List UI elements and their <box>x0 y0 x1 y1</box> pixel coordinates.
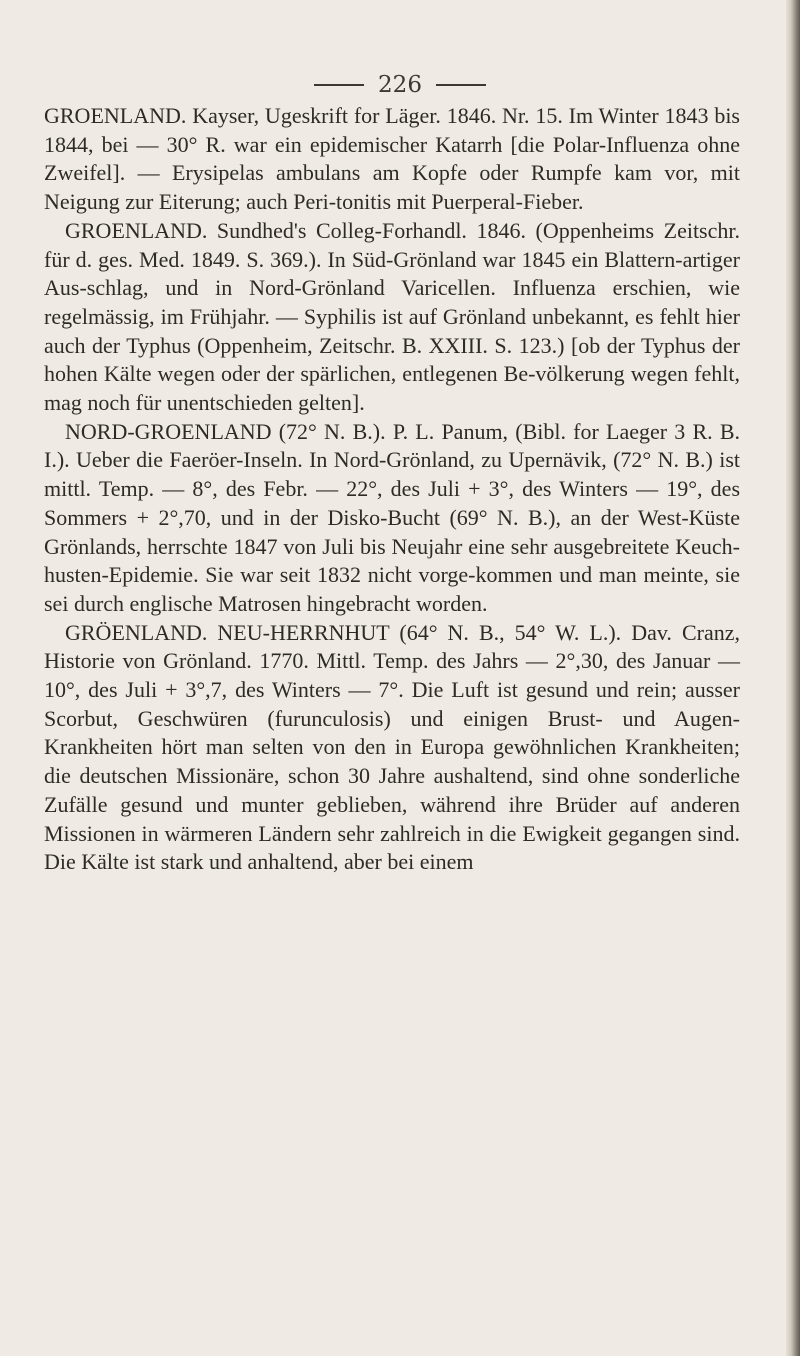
header-rule-right <box>436 84 486 86</box>
paragraph-neu-herrnhut: GRÖENLAND. NEU-HERRNHUT (64° N. B., 54° W. L.). Dav. Cranz, Historie von Grönland. 1770. Mittl. Temp. des Jahrs — 2°,30, des Januar — 10°, des Juli + 3°,7, des Winters — 7°. Die Luft ist gesund und rein; ausser Scorbut, Geschwüren (furunculosis) und einigen Brust- und Augen-Krankheiten hört man selten von den in Europa gewöhnlichen Krankheiten; die deutschen Missionäre, schon 30 Jahre aushaltend, sind ohne sonderliche Zufälle gesund und munter geblieben, während ihre Brüder auf anderen Missionen in wärmeren Ländern sehr zahlreich in die Ewigkeit gegangen sind. Die Kälte ist stark und anhaltend, aber bei einem <box>44 619 740 875</box>
paragraph-nord-groenland: NORD-GROENLAND (72° N. B.). P. L. Panum, (Bibl. for Laeger 3 R. B. I.). Ueber die Faeröer-Inseln. In Nord-Grönland, zu Upernävik, (72° N. B.) ist mittl. Temp. — 8°, des Febr. — 22°, des Juli + 3°, des Winters — 19°, des Sommers + 2°,70, und in der Disko-Bucht (69° N. B.), an der West-Küste Grönlands, herrschte 1847 von Juli bis Neujahr eine sehr ausgebreitete Keuch-husten-Epidemie. Sie war seit 1832 nicht vorge-kommen und man meinte, sie sei durch englische Matrosen hingebracht worden. <box>44 418 740 616</box>
page-body <box>44 102 740 877</box>
page-edge-shadow <box>786 0 800 1356</box>
header-rule-left <box>314 84 364 86</box>
paragraph-groenland-sundhed: GROENLAND. Sundhed's Colleg-Forhandl. 1846. (Oppenheims Zeitschr. für d. ges. Med. 1849. S. 369.). In Süd-Grönland war 1845 ein Blattern-artiger Aus-schlag, und in Nord-Grönland Varicellen. Influenza erschien, wie regelmässig, im Frühjahr. — Syphilis ist auf Grönland unbekannt, es fehlt hier auch der Typhus (Oppenheim, Zeitschr. B. XXIII. S. 123.) [ob der Typhus der hohen Kälte wegen oder der spärlichen, entlegenen Be-völkerung wegen fehlt, mag noch für unentschieden gelten]. <box>44 217 740 416</box>
page-number: 226 <box>378 72 422 98</box>
page-header <box>0 72 800 98</box>
paragraph-groenland-kayser: GROENLAND. Kayser, Ugeskrift for Läger. 1846. Nr. 15. Im Winter 1843 bis 1844, bei — 30° R. war ein epidemischer Katarrh [die Polar-Influenza ohne Zweifel]. — Erysipelas ambulans am Kopfe oder Rumpfe kam vor, mit Neigung zur Eiterung; auch Peri-tonitis mit Puerperal-Fieber. <box>44 103 740 215</box>
